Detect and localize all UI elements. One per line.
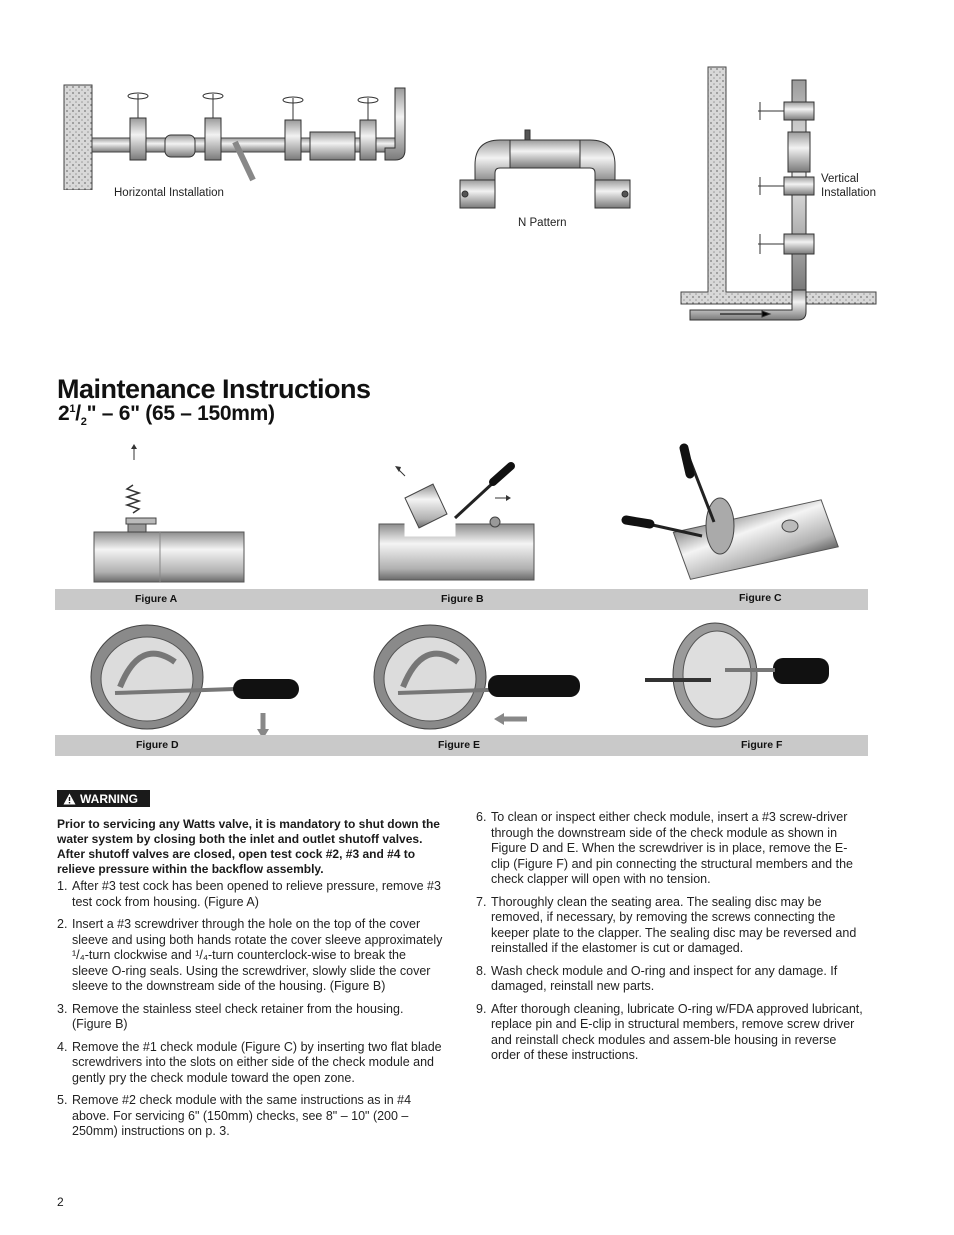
- warning-badge: [57, 790, 150, 807]
- warning-triangle-icon: [63, 793, 76, 805]
- step-text: After thorough cleaning, lubricate O-ring w/FDA approved lubricant, replace pin and E-clip in structural members, remove screw driver and reinstall check modules and assem-ble housing in reverse order of these instructions.: [491, 1001, 863, 1062]
- step-number: 7.: [476, 894, 487, 909]
- vertical-installation-label-line1: Vertical: [821, 173, 859, 185]
- figure-row2-bar: [55, 735, 868, 756]
- step-number: 6.: [476, 810, 487, 824]
- step-number: 5.: [57, 1093, 68, 1107]
- step-text: Wash check module and O-ring and inspect for any damage. If damaged, reinstall new parts.: [491, 963, 838, 993]
- step-text: Remove the stainless steel check retainer from the housing. (Figure B): [72, 1001, 404, 1031]
- step-text: Insert a #3 screwdriver through the hole on the top of the cover sleeve and using both hands rotate the cover sleeve approximately ¹/₄-turn clockwise and ¹/₄-turn counterclock-wise to break the sleeve O-ring seals. Using the screwdriver, slowly slide the cover sleeve to the downstream side of the housing. (Figure B): [72, 917, 443, 993]
- step-number: 4.: [57, 1039, 68, 1054]
- step-number: 9.: [476, 1001, 487, 1016]
- figure-a-image: [90, 440, 250, 590]
- figure-a-label: Figure A: [135, 593, 178, 605]
- vertical-installation-label-line2: Installation: [821, 187, 876, 199]
- subtitle-denominator: 2: [80, 416, 87, 429]
- steps-column-right: [476, 810, 866, 1071]
- step-item: [476, 964, 866, 995]
- subtitle-rest: " – 6" (65 – 150mm): [86, 402, 275, 425]
- step-number: 8.: [476, 963, 487, 978]
- step-item: [57, 1093, 445, 1140]
- step-item: [476, 810, 866, 888]
- figure-f-label: Figure F: [741, 739, 783, 751]
- subtitle-whole: 2: [58, 402, 70, 425]
- figure-c-image: [620, 440, 860, 590]
- step-text: Remove #2 check module with the same instructions as in #4 above. For servicing 6" (150mm) checks, see 8" – 10" (200 – 250mm) instructions on p. 3.: [72, 1093, 412, 1138]
- step-number: 1.: [57, 879, 68, 893]
- step-text: Remove the #1 check module (Figure C) by inserting two flat blade screwdrivers into the slots on either side of the check module and gently pry the check module toward the open zone.: [72, 1039, 442, 1085]
- figure-d-label: Figure D: [136, 739, 179, 751]
- step-number: 3.: [57, 1001, 68, 1016]
- step-item: [57, 1002, 445, 1033]
- step-item: [476, 895, 866, 957]
- n-pattern-diagram: [455, 125, 635, 215]
- figure-row1-bar: [55, 589, 868, 610]
- warning-text: Prior to servicing any Watts valve, it is mandatory to shut down the water system by closing both the inlet and outlet shutoff valves. After shutoff valves are closed, open test cock #2, #3 and #4 to relieve pressure within the backflow assembly.: [57, 817, 440, 876]
- figure-b-image: [375, 458, 540, 590]
- step-number: 2.: [57, 917, 68, 931]
- subtitle-numerator: 1: [69, 403, 76, 415]
- figure-e-image: [368, 617, 598, 745]
- step-text: To clean or inspect either check module, insert a #3 screw-driver through the downstream side of the check module as shown in Figure D and E. When the screwdriver is in place, remove the E-clip (Figure F) and pin connecting the structural members and the check clapper will open with no tension.: [491, 810, 853, 886]
- steps-column-left: [57, 879, 445, 1147]
- horizontal-installation-label: Horizontal Installation: [114, 187, 224, 199]
- step-item: [476, 1002, 866, 1064]
- figure-c-label: Figure C: [739, 592, 782, 604]
- step-item: [57, 917, 445, 995]
- vertical-installation-label: [821, 172, 876, 200]
- step-text: After #3 test cock has been opened to relieve pressure, remove #3 test cock from housing. (Figure A): [72, 879, 441, 909]
- figure-d-image: [85, 617, 315, 745]
- page-number: 2: [57, 1195, 64, 1209]
- figure-b-label: Figure B: [441, 593, 484, 605]
- page-subtitle: $2^1/_2$" – 6" (65 – 150mm): [58, 402, 275, 429]
- step-item: [57, 879, 445, 910]
- horizontal-installation-diagram: [60, 80, 420, 190]
- step-item: [57, 1040, 445, 1087]
- step-text: Thoroughly clean the seating area. The sealing disc may be removed, if necessary, by removing the screws connecting the keeper plate to the clapper. The sealing disc may be reversed and reinstalled if the elastomer is cut or damaged.: [491, 894, 857, 955]
- figure-f-image: [645, 620, 835, 735]
- n-pattern-label: N Pattern: [518, 217, 567, 229]
- page-title: Maintenance Instructions: [57, 374, 371, 404]
- figure-e-label: Figure E: [438, 739, 481, 751]
- warning-badge-label: WARNING: [80, 791, 138, 806]
